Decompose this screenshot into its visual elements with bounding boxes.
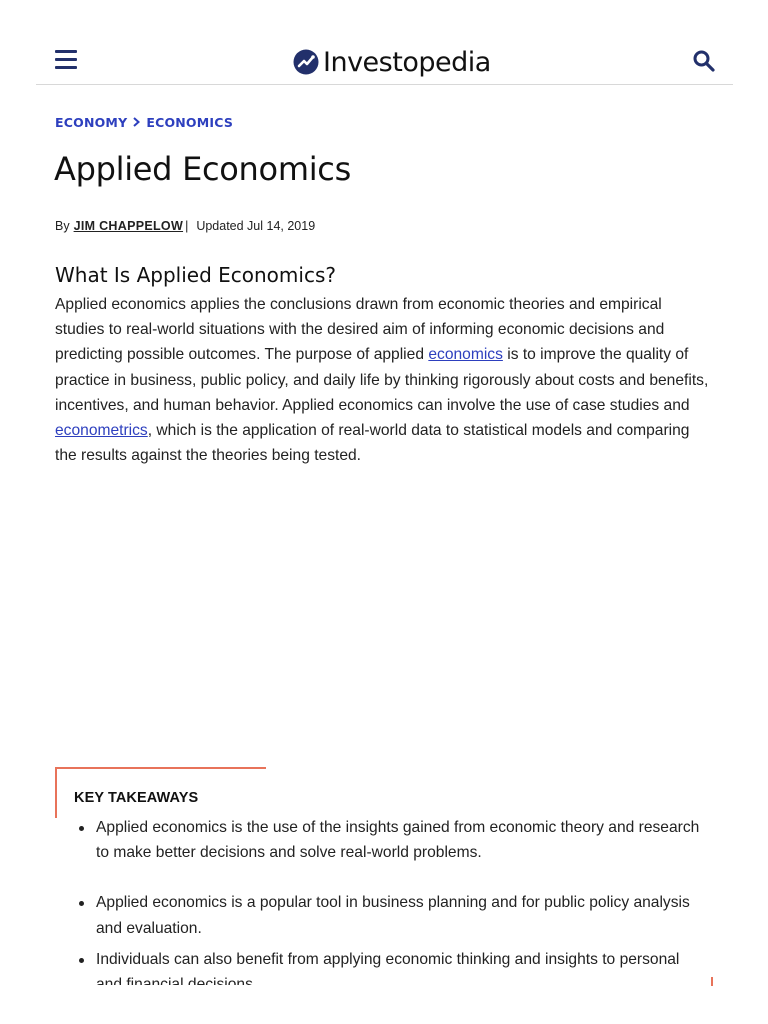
key-takeaway-item: Applied economics is a popular tool in business planning and for public policy analysis and evaluation. — [74, 890, 704, 940]
econometrics-link[interactable]: econometrics — [55, 422, 148, 440]
site-logo[interactable] — [293, 46, 491, 78]
key-takeaway-item: Individuals can also benefit from applying economic thinking and insights to personal — [74, 947, 704, 997]
investopedia-logo-icon — [293, 49, 319, 75]
breadcrumb-item-economy[interactable]: ECONOMY — [55, 115, 128, 130]
key-takeaways-title: KEY TAKEAWAYS — [74, 790, 199, 806]
byline-by-label: By — [55, 219, 70, 233]
section-heading: What Is Applied Economics? — [55, 263, 336, 287]
economics-link[interactable]: economics — [428, 346, 503, 364]
page-title: Applied Economics — [54, 150, 351, 188]
article-paragraph — [55, 292, 715, 468]
author-link[interactable]: JIM CHAPPELOW — [73, 219, 184, 233]
logo-text: Investopedia — [323, 46, 491, 78]
hamburger-menu-icon[interactable] — [55, 50, 77, 70]
byline — [55, 219, 315, 233]
paragraph-text-2: is to improve the quality of practice in business, public policy, and daily life by thinking rigorously about costs and benefits, incentives, and human behavior. Applied economics can involve the use of case studies and — [55, 346, 709, 414]
key-takeaways-list — [74, 815, 704, 997]
site-header — [36, 36, 733, 85]
breadcrumb — [55, 115, 233, 130]
key-takeaways-left-border — [55, 767, 57, 818]
viewport-bottom-cutoff — [0, 985, 768, 1024]
key-takeaway-item: Applied economics is the use of the insights gained from economic theory and research to make better decisions and solve real-world problems. — [74, 815, 704, 865]
updated-date: Updated Jul 14, 2019 — [196, 219, 316, 233]
paragraph-text-3: , which is the application of real-world data to statistical models and comparing the results against the theories being tested. — [55, 422, 690, 465]
key-takeaways-top-border — [55, 767, 266, 769]
paragraph-text-1: Applied economics applies the conclusions drawn from economic theories and empirical studies to real-world situations with the desired aim of informing economic decisions and predicting possible outcomes. The purpose of applied — [55, 296, 665, 364]
key-takeaways-right-border — [711, 977, 713, 986]
chevron-right-icon — [133, 116, 140, 130]
byline-separator: | — [185, 219, 189, 233]
search-icon[interactable] — [692, 49, 716, 73]
breadcrumb-item-economics[interactable]: ECONOMICS — [146, 115, 234, 130]
